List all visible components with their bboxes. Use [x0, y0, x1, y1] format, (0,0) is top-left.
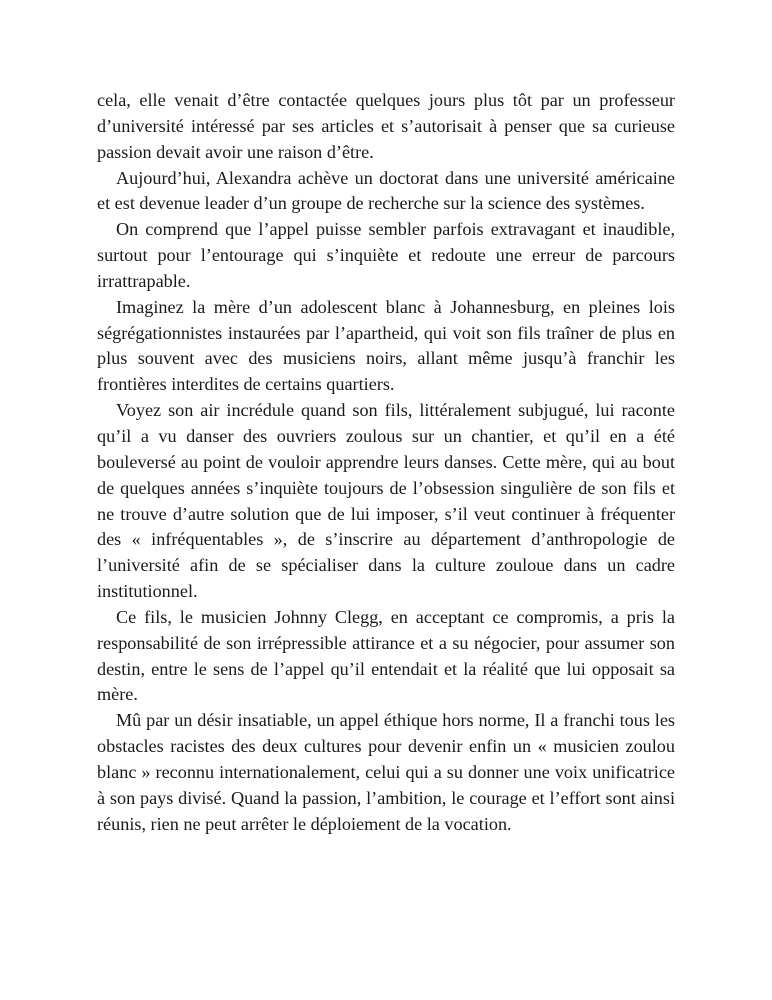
- paragraph-7: Mû par un désir insatiable, un appel éthique hors norme, Il a franchi tous les obstacles racistes des deux cultures pour devenir enfin un « musicien zoulou blanc » reconnu internationalement, celui qui a su donner une voix unificatrice à son pays divisé. Quand la passion, l’ambition, le courage et l’effort sont ainsi réunis, rien ne peut arrêter le déploiement de la vocation.: [97, 710, 675, 834]
- paragraph-6: Ce fils, le musicien Johnny Clegg, en acceptant ce compromis, a pris la responsabilité de son irrépressible attirance et a su négocier, pour assumer son destin, entre le sens de l’appel qu’il entendait et la réalité que lui opposait sa mère.: [97, 606, 675, 705]
- paragraph-3: On comprend que l’appel puisse sembler parfois extravagant et inaudible, surtout pour l’entourage qui s’inquiète et redoute une erreur de parcours irrattrapable.: [97, 219, 675, 291]
- paragraph-4: Imaginez la mère d’un adolescent blanc à Johannesburg, en pleines lois ségrégationnistes instaurées par l’apartheid, qui voit son fils traîner de plus en plus souvent avec des musiciens noirs, allant même jusqu’à franchir les frontières interdites de certains quartiers.: [97, 296, 675, 395]
- paragraph-2: Aujourd’hui, Alexandra achève un doctorat dans une université américaine et est devenue leader d’un groupe de recherche sur la science des systèmes.: [97, 167, 675, 214]
- page-body: [97, 88, 675, 837]
- paragraph-1: cela, elle venait d’être contactée quelques jours plus tôt par un professeur d’université intéressé par ses articles et s’autorisait à penser que sa curieuse passion devait avoir une raison d’être.: [97, 90, 675, 162]
- paragraph-5: Voyez son air incrédule quand son fils, littéralement subjugué, lui raconte qu’il a vu danser des ouvriers zoulous sur un chantier, et qu’il en a été bouleversé au point de vouloir apprendre leurs danses. Cette mère, qui au bout de quelques années s’inquiète toujours de l’obsession singulière de son fils et ne trouve d’autre solution que de lui imposer, s’il veut continuer à fréquenter des « infréquentables », de s’inscrire au département d’anthropologie de l’université afin de se spécialiser dans la culture zouloue dans un cadre institutionnel.: [97, 400, 675, 602]
